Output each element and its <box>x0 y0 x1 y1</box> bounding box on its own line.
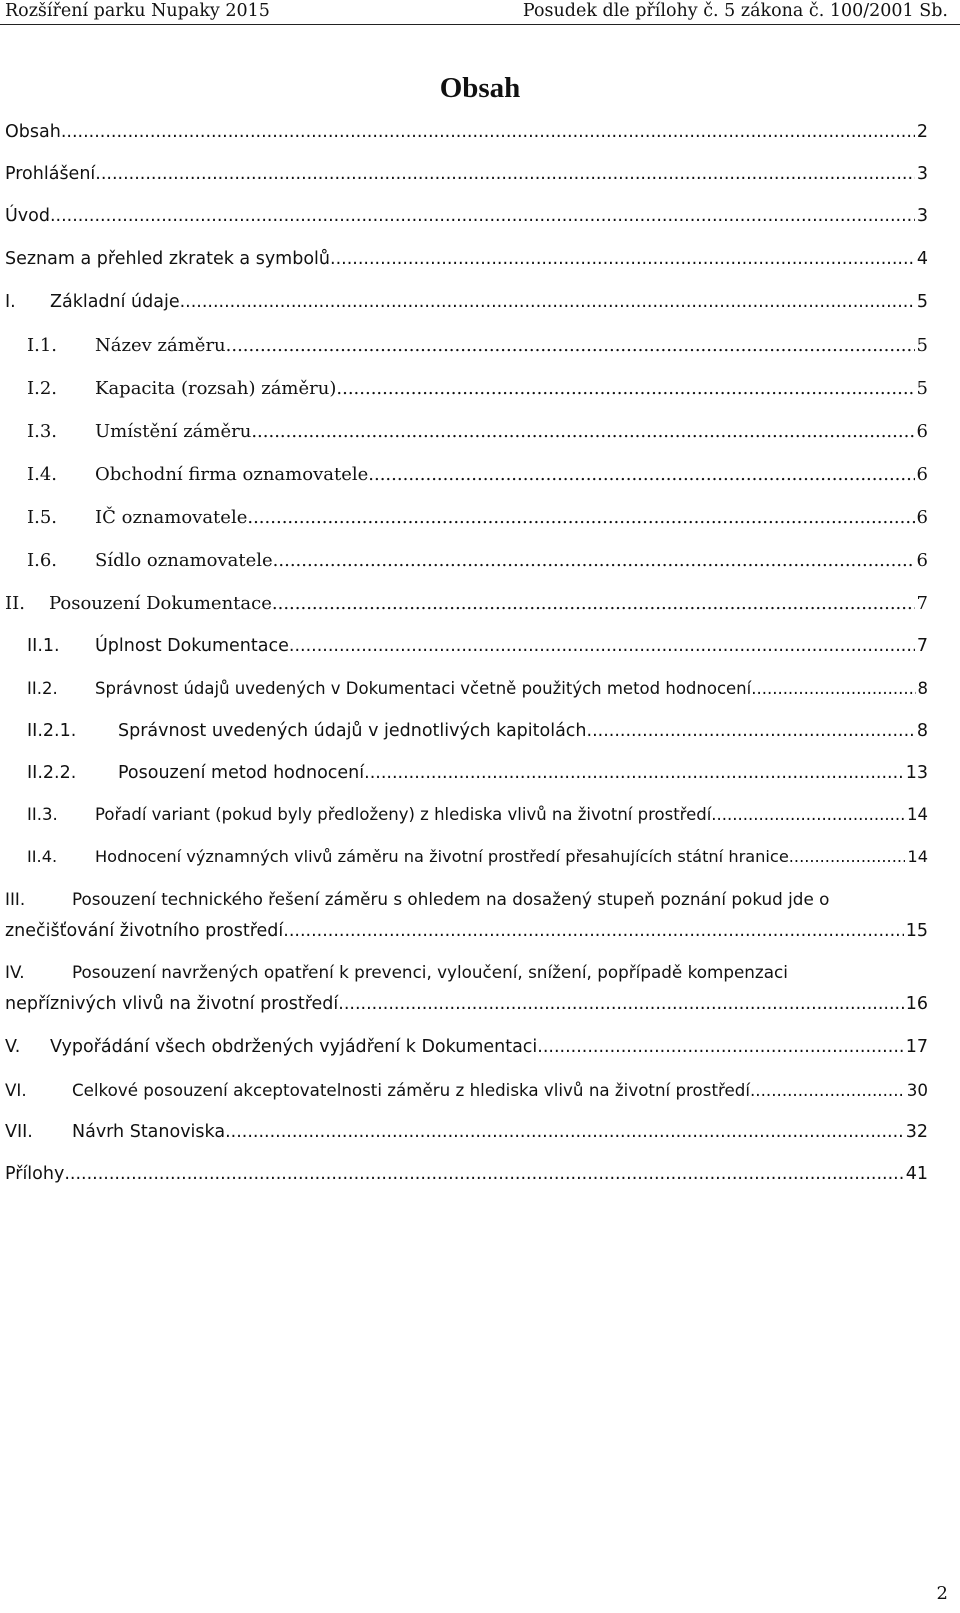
toc-page-number: 2 <box>916 122 928 142</box>
toc-entry-text: Základní údaje <box>50 292 180 312</box>
toc-page-number: 30 <box>906 1080 928 1100</box>
toc-leader <box>247 507 914 528</box>
toc-entry-number: VI. <box>5 1080 27 1100</box>
toc-entry-text: Obchodní firma oznamovatele <box>95 464 369 485</box>
toc-entry-text: Vypořádání všech obdržených vyjádření k Dokumentaci <box>50 1037 538 1057</box>
toc-entry-text: Sídlo oznamovatele <box>95 550 273 571</box>
toc-page-number: 7 <box>916 593 928 614</box>
toc-page-number: 6 <box>916 464 928 485</box>
toc-entry-IV-first-line[interactable] <box>5 962 788 982</box>
toc-entry-I-2[interactable] <box>27 378 928 404</box>
toc-leader <box>283 921 903 941</box>
toc-entry-number: II. <box>5 593 25 614</box>
toc-leader <box>95 164 915 184</box>
page-header <box>0 0 960 26</box>
toc-entry-II-2-1[interactable] <box>27 721 928 747</box>
toc-entry-number: I.5. <box>27 507 58 528</box>
toc-page-number: 8 <box>916 721 928 741</box>
toc-entry-uvod[interactable] <box>5 206 928 232</box>
toc-page-number: 5 <box>916 378 928 399</box>
toc-leader <box>364 763 904 783</box>
toc-entry-number: II.3. <box>27 805 58 824</box>
toc-page-number: 14 <box>907 847 928 866</box>
toc-entry-text: Posouzení Dokumentace <box>49 593 272 614</box>
toc-entry-text: Správnost údajů uvedených v Dokumentaci včetně použitých metod hodnocení <box>95 679 752 698</box>
toc-entry-text: Úvod <box>5 206 50 226</box>
toc-page-number: 6 <box>916 550 928 571</box>
toc-entry-number: II.1. <box>27 636 60 656</box>
toc-leader <box>273 550 915 571</box>
toc-entry-I[interactable] <box>5 292 928 318</box>
toc-entry-text: Prohlášení <box>5 164 96 184</box>
toc-leader <box>272 593 915 614</box>
toc-entry-text: Posouzení metod hodnocení <box>118 763 365 783</box>
toc-entry-prilohy[interactable] <box>5 1164 928 1190</box>
toc-leader <box>64 1164 903 1184</box>
toc-page-number: 32 <box>905 1122 928 1142</box>
toc-page-number: 8 <box>917 679 928 698</box>
toc-entry-number: I.4. <box>27 464 58 485</box>
toc-page-number: 17 <box>905 1037 928 1057</box>
toc-entry-number: II.4. <box>27 847 58 866</box>
toc-leader <box>225 1122 904 1142</box>
toc-leader <box>587 721 915 741</box>
toc-entry-IV[interactable] <box>5 994 928 1020</box>
toc-leader <box>330 249 915 269</box>
toc-entry-text: Název záměru <box>95 335 226 356</box>
toc-page-number: 3 <box>916 206 928 226</box>
toc-leader <box>61 122 915 142</box>
toc-entry-number: II.2. <box>27 679 58 698</box>
toc-entry-number: III. <box>5 889 26 909</box>
toc-leader <box>368 464 914 485</box>
header-document-title: Rozšíření parku Nupaky 2015 <box>5 1 270 21</box>
toc-entry-I-4[interactable] <box>27 464 928 490</box>
toc-leader <box>711 805 905 824</box>
toc-leader <box>537 1037 903 1057</box>
toc-leader <box>180 292 915 312</box>
toc-entry-II-1[interactable] <box>27 636 928 662</box>
toc-leader <box>789 847 906 866</box>
header-divider <box>0 24 960 25</box>
toc-entry-text: Obsah <box>5 122 61 142</box>
toc-entry-number: I.6. <box>27 550 58 571</box>
toc-entry-text: Návrh Stanoviska <box>72 1122 226 1142</box>
toc-entry-number: I.2. <box>27 378 58 399</box>
toc-entry-text: Hodnocení významných vlivů záměru na životní prostředí přesahujících státní hranice <box>95 847 789 866</box>
toc-page-number: 4 <box>916 249 928 269</box>
toc-entry-text: Celkové posouzení akceptovatelnosti záměru z hlediska vlivů na životní prostředí <box>72 1080 750 1100</box>
toc-leader <box>750 1080 905 1100</box>
toc-entry-I-3[interactable] <box>27 421 928 447</box>
toc-page-number: 15 <box>905 921 928 941</box>
toc-entry-II-3[interactable] <box>27 805 928 831</box>
toc-leader <box>50 206 915 226</box>
header-legal-reference: Posudek dle přílohy č. 5 zákona č. 100/2001 Sb. <box>522 1 948 21</box>
toc-page-number: 7 <box>916 636 928 656</box>
toc-entry-seznam-zkratek[interactable] <box>5 249 928 275</box>
toc-page-number: 6 <box>916 507 928 528</box>
toc-page-number: 6 <box>916 421 928 442</box>
toc-entry-number: V. <box>5 1037 21 1057</box>
toc-entry-text: Posouzení technického řešení záměru s ohledem na dosažený stupeň poznání pokud jde o <box>72 889 830 909</box>
toc-entry-text: Seznam a přehled zkratek a symbolů <box>5 249 330 269</box>
toc-entry-II[interactable] <box>5 593 928 619</box>
toc-entry-text: Posouzení navržených opatření k prevenci, vyloučení, snížení, popřípadě kompenzaci <box>72 962 788 982</box>
toc-entry-VII[interactable] <box>5 1122 928 1148</box>
toc-entry-number: I.1. <box>27 335 58 356</box>
toc-page-number: 16 <box>905 994 928 1014</box>
toc-entry-text: Umístění záměru <box>95 421 252 442</box>
toc-page-number: 13 <box>905 763 928 783</box>
toc-entry-number: I. <box>5 292 16 312</box>
toc-entry-number: IV. <box>5 962 25 982</box>
toc-entry-number: I.3. <box>27 421 58 442</box>
toc-entry-number: II.2.1. <box>27 721 77 741</box>
toc-leader <box>251 421 914 442</box>
toc-entry-VI[interactable] <box>5 1080 928 1106</box>
toc-entry-I-6[interactable] <box>27 550 928 576</box>
toc-entry-text: Správnost uvedených údajů v jednotlivých kapitolách <box>118 721 587 741</box>
toc-entry-text: Úplnost Dokumentace <box>95 636 289 656</box>
toc-leader <box>338 994 903 1014</box>
toc-entry-obsah[interactable] <box>5 122 928 148</box>
toc-page-number: 14 <box>907 805 928 824</box>
page-title: Obsah <box>439 72 521 104</box>
toc-entry-I-5[interactable] <box>27 507 928 533</box>
toc-entry-text: IČ oznamovatele <box>95 507 248 528</box>
toc-entry-II-2[interactable] <box>27 679 928 705</box>
toc-entry-text: nepříznivých vlivů na životní prostředí <box>5 994 339 1014</box>
toc-page-number: 5 <box>916 335 928 356</box>
toc-entry-V[interactable] <box>5 1037 928 1063</box>
toc-leader <box>336 378 914 399</box>
toc-entry-I-1[interactable] <box>27 335 928 361</box>
toc-page-number: 5 <box>916 292 928 312</box>
toc-entry-prohlaseni[interactable] <box>5 164 928 190</box>
toc-entry-text: znečišťování životního prostředí <box>5 921 284 941</box>
toc-entry-text: Pořadí variant (pokud byly předloženy) z hlediska vlivů na životní prostředí <box>95 805 712 824</box>
toc-leader <box>289 636 915 656</box>
toc-leader <box>751 679 915 698</box>
toc-page-number: 41 <box>905 1164 928 1184</box>
toc-entry-number: VII. <box>5 1122 33 1142</box>
toc-entry-number: II.2.2. <box>27 763 77 783</box>
toc-entry-III-first-line[interactable] <box>5 889 829 909</box>
toc-entry-II-2-2[interactable] <box>27 763 928 789</box>
toc-entry-text: Kapacita (rozsah) záměru) <box>95 378 337 399</box>
toc-entry-text: Přílohy <box>5 1164 65 1184</box>
toc-entry-III[interactable] <box>5 921 928 947</box>
footer-page-number: 2 <box>936 1583 948 1604</box>
toc-page-number: 3 <box>916 164 928 184</box>
toc-entry-II-4[interactable] <box>27 847 928 873</box>
toc-leader <box>226 335 915 356</box>
